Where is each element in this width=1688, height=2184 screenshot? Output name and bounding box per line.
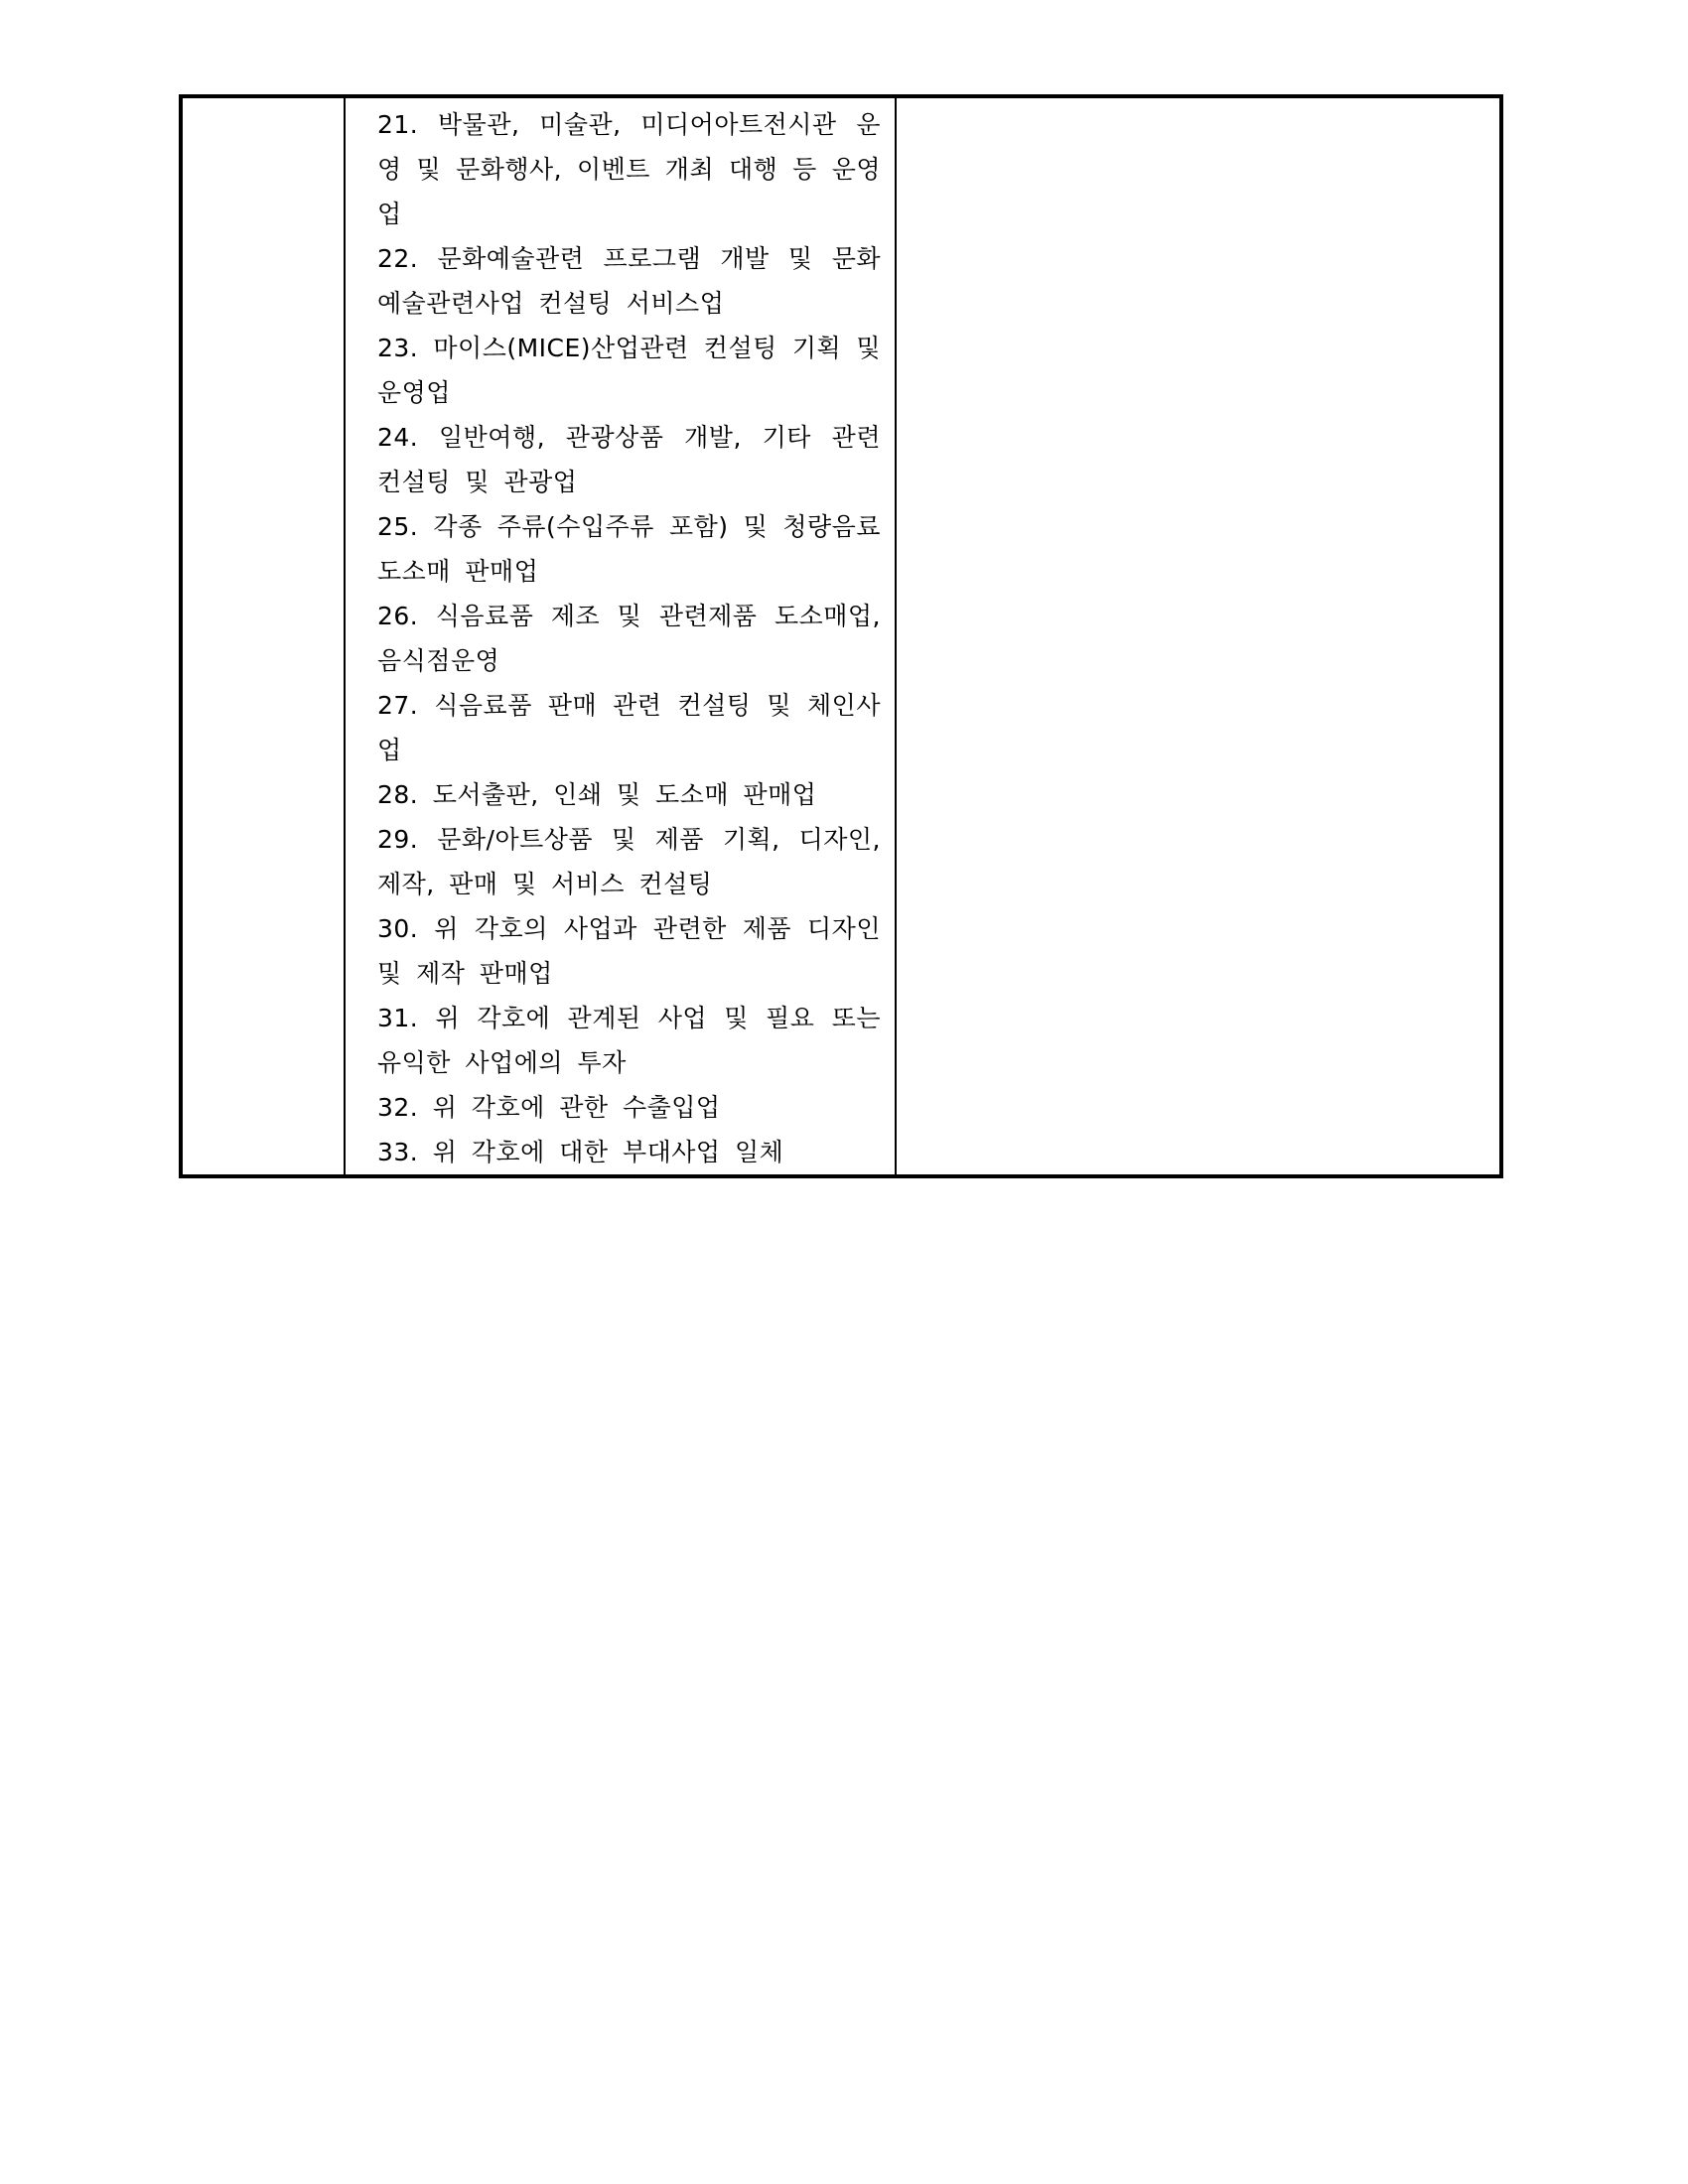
list-item: 27. 식음료품 판매 관련 컨설팅 및 체인사업 xyxy=(377,691,881,764)
list-item: 30. 위 각호의 사업과 관련한 제품 디자인 및 제작 판매업 xyxy=(377,914,881,988)
list-item: 21. 박물관, 미술관, 미디어아트전시관 운영 및 문화행사, 이벤트 개최 대행 등 운영업 xyxy=(377,110,881,228)
right-empty-cell xyxy=(896,96,1501,1176)
list-item: 22. 문화예술관련 프로그램 개발 및 문화예술관련사업 컨설팅 서비스업 xyxy=(377,244,881,318)
table-row xyxy=(181,96,1501,1176)
list-item: 28. 도서출판, 인쇄 및 도소매 판매업 xyxy=(377,780,817,809)
business-purpose-table xyxy=(179,94,1503,1178)
list-item: 31. 위 각호에 관계된 사업 및 필요 또는 유익한 사업에의 투자 xyxy=(377,1004,881,1077)
list-item: 24. 일반여행, 관광상품 개발, 기타 관련 컨설팅 및 관광업 xyxy=(377,423,881,496)
list-item: 33. 위 각호에 대한 부대사업 일체 xyxy=(377,1138,784,1166)
list-item: 25. 각종 주류(수입주류 포함) 및 청량음료 도소매 판매업 xyxy=(377,512,881,586)
business-items-list xyxy=(346,98,895,1174)
list-item: 26. 식음료품 제조 및 관련제품 도소매업, 음식점운영 xyxy=(377,602,881,675)
list-item: 29. 문화/아트상품 및 제품 기획, 디자인, 제작, 판매 및 서비스 컨설팅 xyxy=(377,825,881,898)
business-items-cell xyxy=(345,96,896,1176)
left-empty-cell xyxy=(181,96,345,1176)
list-item: 23. 마이스(MICE)산업관련 컨설팅 기획 및 운영업 xyxy=(377,334,881,407)
list-item: 32. 위 각호에 관한 수출입업 xyxy=(377,1093,721,1122)
